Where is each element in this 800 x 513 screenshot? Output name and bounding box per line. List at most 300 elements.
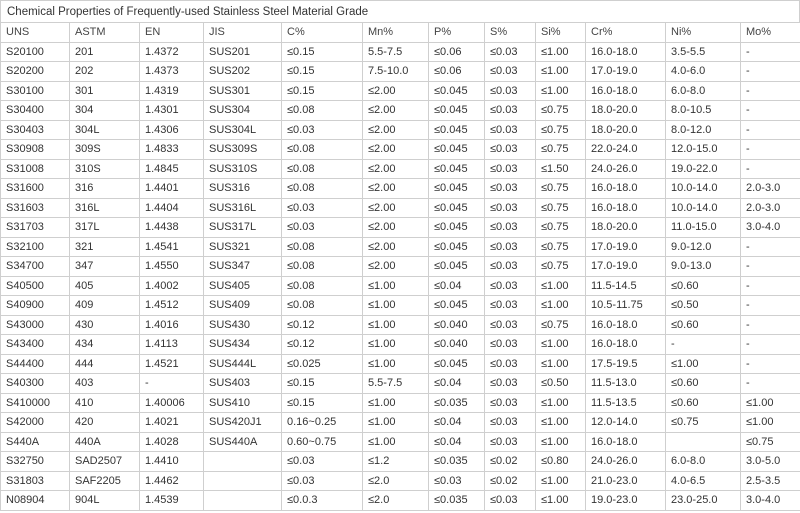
cell-ni: 12.0-15.0 — [666, 140, 741, 160]
cell-uns: S30908 — [1, 140, 70, 160]
cell-ni: 9.0-12.0 — [666, 237, 741, 257]
cell-astm: 444 — [70, 354, 140, 374]
cell-jis: SUS403 — [204, 374, 282, 394]
cell-cr: 16.0-18.0 — [586, 432, 666, 452]
cell-mo: - — [741, 257, 800, 277]
cell-mo: - — [741, 296, 800, 316]
cell-c: ≤0.03 — [282, 120, 363, 140]
cell-mo: - — [741, 237, 800, 257]
cell-p: ≤0.06 — [429, 42, 485, 62]
table-row — [1, 198, 800, 218]
cell-mn: ≤1.00 — [363, 413, 429, 433]
cell-mn: 5.5-7.5 — [363, 374, 429, 394]
cell-c: ≤0.15 — [282, 42, 363, 62]
cell-jis: SUS420J1 — [204, 413, 282, 433]
cell-ni: 4.0-6.5 — [666, 471, 741, 491]
cell-mn: ≤1.00 — [363, 432, 429, 452]
cell-si: ≤1.00 — [536, 354, 586, 374]
table-row — [1, 120, 800, 140]
cell-en: 1.4319 — [140, 81, 204, 101]
cell-en: 1.4301 — [140, 101, 204, 121]
table-row — [1, 491, 800, 511]
column-header-p: P% — [429, 23, 485, 43]
cell-si: ≤1.00 — [536, 42, 586, 62]
cell-mn: ≤2.0 — [363, 491, 429, 511]
cell-astm: 904L — [70, 491, 140, 511]
cell-cr: 18.0-20.0 — [586, 218, 666, 238]
cell-mn: ≤1.00 — [363, 393, 429, 413]
column-header-uns: UNS — [1, 23, 70, 43]
cell-c: ≤0.08 — [282, 179, 363, 199]
cell-mo: 2.0-3.0 — [741, 198, 800, 218]
cell-c: ≤0.08 — [282, 276, 363, 296]
table-row — [1, 432, 800, 452]
column-header-mn: Mn% — [363, 23, 429, 43]
cell-jis: SUS430 — [204, 315, 282, 335]
cell-si: ≤1.00 — [536, 393, 586, 413]
cell-mo: - — [741, 374, 800, 394]
cell-en: 1.4113 — [140, 335, 204, 355]
column-header-en: EN — [140, 23, 204, 43]
column-header-cr: Cr% — [586, 23, 666, 43]
cell-mo: 2.0-3.0 — [741, 179, 800, 199]
cell-en: 1.4462 — [140, 471, 204, 491]
column-header-c: C% — [282, 23, 363, 43]
cell-mn: ≤1.2 — [363, 452, 429, 472]
cell-jis: SUS304 — [204, 101, 282, 121]
cell-c: ≤0.15 — [282, 62, 363, 82]
cell-astm: 316 — [70, 179, 140, 199]
cell-en: 1.4372 — [140, 42, 204, 62]
cell-uns: S30403 — [1, 120, 70, 140]
cell-en: 1.4539 — [140, 491, 204, 511]
cell-p: ≤0.035 — [429, 491, 485, 511]
cell-si: ≤0.75 — [536, 140, 586, 160]
cell-mn: ≤1.00 — [363, 354, 429, 374]
cell-cr: 16.0-18.0 — [586, 315, 666, 335]
cell-astm: 310S — [70, 159, 140, 179]
cell-ni: ≤0.50 — [666, 296, 741, 316]
cell-ni: 3.5-5.5 — [666, 42, 741, 62]
cell-ni: 19.0-22.0 — [666, 159, 741, 179]
cell-mn: ≤1.00 — [363, 315, 429, 335]
cell-mn: ≤1.00 — [363, 296, 429, 316]
cell-s: ≤0.03 — [485, 198, 536, 218]
cell-p: ≤0.035 — [429, 452, 485, 472]
cell-ni: 4.0-6.0 — [666, 62, 741, 82]
table-row — [1, 81, 800, 101]
cell-ni: ≤0.75 — [666, 413, 741, 433]
table-row — [1, 140, 800, 160]
cell-s: ≤0.03 — [485, 296, 536, 316]
cell-en: 1.4373 — [140, 62, 204, 82]
cell-s: ≤0.03 — [485, 120, 536, 140]
cell-c: ≤0.0.3 — [282, 491, 363, 511]
cell-c: ≤0.08 — [282, 140, 363, 160]
cell-mn: ≤2.00 — [363, 198, 429, 218]
cell-si: ≤0.75 — [536, 257, 586, 277]
cell-mn: 5.5-7.5 — [363, 42, 429, 62]
cell-ni: 23.0-25.0 — [666, 491, 741, 511]
cell-s: ≤0.03 — [485, 140, 536, 160]
cell-si: ≤0.75 — [536, 237, 586, 257]
cell-uns: S31803 — [1, 471, 70, 491]
cell-jis: SUS310S — [204, 159, 282, 179]
cell-jis: SUS304L — [204, 120, 282, 140]
cell-uns: S31703 — [1, 218, 70, 238]
cell-astm: 304L — [70, 120, 140, 140]
cell-s: ≤0.03 — [485, 354, 536, 374]
cell-s: ≤0.03 — [485, 413, 536, 433]
cell-mo: - — [741, 120, 800, 140]
cell-astm: 403 — [70, 374, 140, 394]
cell-en: 1.40006 — [140, 393, 204, 413]
table-row — [1, 354, 800, 374]
cell-jis: SUS440A — [204, 432, 282, 452]
cell-si: ≤1.00 — [536, 335, 586, 355]
cell-s: ≤0.03 — [485, 159, 536, 179]
cell-en: 1.4833 — [140, 140, 204, 160]
table-row — [1, 335, 800, 355]
cell-astm: 301 — [70, 81, 140, 101]
cell-cr: 24.0-26.0 — [586, 452, 666, 472]
cell-ni: 10.0-14.0 — [666, 179, 741, 199]
cell-c: ≤0.12 — [282, 315, 363, 335]
cell-astm: SAD2507 — [70, 452, 140, 472]
cell-mn: ≤2.00 — [363, 81, 429, 101]
cell-c: ≤0.025 — [282, 354, 363, 374]
cell-si: ≤0.75 — [536, 198, 586, 218]
cell-c: ≤0.03 — [282, 452, 363, 472]
table-row — [1, 452, 800, 472]
cell-s: ≤0.03 — [485, 491, 536, 511]
cell-si: ≤0.75 — [536, 101, 586, 121]
cell-c: ≤0.15 — [282, 393, 363, 413]
cell-jis: SUS434 — [204, 335, 282, 355]
cell-jis: SUS316L — [204, 198, 282, 218]
cell-p: ≤0.045 — [429, 140, 485, 160]
cell-uns: S440A — [1, 432, 70, 452]
table-body — [1, 42, 800, 510]
cell-mn: ≤2.00 — [363, 257, 429, 277]
cell-ni: 10.0-14.0 — [666, 198, 741, 218]
cell-si: ≤1.00 — [536, 413, 586, 433]
cell-mo: - — [741, 335, 800, 355]
cell-c: ≤0.08 — [282, 237, 363, 257]
cell-si: ≤1.50 — [536, 159, 586, 179]
cell-mo: - — [741, 276, 800, 296]
cell-ni: 11.0-15.0 — [666, 218, 741, 238]
cell-p: ≤0.04 — [429, 374, 485, 394]
table-row — [1, 413, 800, 433]
cell-jis: SUS201 — [204, 42, 282, 62]
table-row — [1, 296, 800, 316]
cell-uns: S40500 — [1, 276, 70, 296]
cell-mn: 7.5-10.0 — [363, 62, 429, 82]
cell-cr: 16.0-18.0 — [586, 179, 666, 199]
column-header-astm: ASTM — [70, 23, 140, 43]
cell-p: ≤0.045 — [429, 296, 485, 316]
column-header-ni: Ni% — [666, 23, 741, 43]
cell-p: ≤0.04 — [429, 413, 485, 433]
cell-s: ≤0.03 — [485, 62, 536, 82]
cell-astm: 201 — [70, 42, 140, 62]
cell-jis: SUS409 — [204, 296, 282, 316]
cell-ni: ≤1.00 — [666, 354, 741, 374]
cell-s: ≤0.03 — [485, 42, 536, 62]
cell-c: 0.60~0.75 — [282, 432, 363, 452]
cell-en: 1.4404 — [140, 198, 204, 218]
cell-jis: SUS347 — [204, 257, 282, 277]
cell-c: ≤0.08 — [282, 296, 363, 316]
table-row — [1, 374, 800, 394]
cell-mo: - — [741, 140, 800, 160]
cell-astm: SAF2205 — [70, 471, 140, 491]
cell-s: ≤0.03 — [485, 432, 536, 452]
cell-astm: 309S — [70, 140, 140, 160]
cell-p: ≤0.045 — [429, 120, 485, 140]
cell-ni: 8.0-10.5 — [666, 101, 741, 121]
cell-s: ≤0.03 — [485, 257, 536, 277]
cell-ni — [666, 432, 741, 452]
cell-ni: 8.0-12.0 — [666, 120, 741, 140]
cell-uns: N08904 — [1, 491, 70, 511]
cell-cr: 16.0-18.0 — [586, 42, 666, 62]
cell-mn: ≤2.00 — [363, 179, 429, 199]
cell-si: ≤1.00 — [536, 491, 586, 511]
cell-si: ≤1.00 — [536, 432, 586, 452]
cell-en: 1.4541 — [140, 237, 204, 257]
cell-uns: S42000 — [1, 413, 70, 433]
cell-en: 1.4306 — [140, 120, 204, 140]
cell-p: ≤0.045 — [429, 179, 485, 199]
cell-c: ≤0.08 — [282, 257, 363, 277]
cell-jis: SUS202 — [204, 62, 282, 82]
cell-mo: - — [741, 159, 800, 179]
column-header-si: Si% — [536, 23, 586, 43]
cell-si: ≤0.75 — [536, 315, 586, 335]
cell-astm: 440A — [70, 432, 140, 452]
cell-jis: SUS405 — [204, 276, 282, 296]
cell-cr: 16.0-18.0 — [586, 81, 666, 101]
column-header-jis: JIS — [204, 23, 282, 43]
cell-mo: 2.5-3.5 — [741, 471, 800, 491]
cell-uns: S31600 — [1, 179, 70, 199]
cell-s: ≤0.03 — [485, 101, 536, 121]
table-title: Chemical Properties of Frequently-used Stainless Steel Material Grade — [0, 0, 800, 22]
cell-p: ≤0.045 — [429, 101, 485, 121]
cell-mn: ≤2.00 — [363, 140, 429, 160]
cell-c: 0.16~0.25 — [282, 413, 363, 433]
cell-uns: S20200 — [1, 62, 70, 82]
cell-s: ≤0.03 — [485, 179, 536, 199]
table-row — [1, 101, 800, 121]
cell-uns: S34700 — [1, 257, 70, 277]
cell-ni: 9.0-13.0 — [666, 257, 741, 277]
table-row — [1, 218, 800, 238]
cell-uns: S31603 — [1, 198, 70, 218]
cell-astm: 321 — [70, 237, 140, 257]
cell-jis — [204, 452, 282, 472]
cell-cr: 10.5-11.75 — [586, 296, 666, 316]
cell-c: ≤0.15 — [282, 81, 363, 101]
table-row — [1, 159, 800, 179]
cell-jis: SUS317L — [204, 218, 282, 238]
cell-astm: 317L — [70, 218, 140, 238]
cell-si: ≤0.75 — [536, 179, 586, 199]
cell-mo: - — [741, 62, 800, 82]
cell-si: ≤1.00 — [536, 471, 586, 491]
cell-si: ≤0.75 — [536, 120, 586, 140]
cell-uns: S32100 — [1, 237, 70, 257]
cell-mo: 3.0-5.0 — [741, 452, 800, 472]
cell-en: 1.4512 — [140, 296, 204, 316]
cell-s: ≤0.03 — [485, 81, 536, 101]
cell-cr: 12.0-14.0 — [586, 413, 666, 433]
cell-uns: S40300 — [1, 374, 70, 394]
cell-s: ≤0.02 — [485, 452, 536, 472]
cell-cr: 19.0-23.0 — [586, 491, 666, 511]
cell-mo: - — [741, 354, 800, 374]
cell-uns: S32750 — [1, 452, 70, 472]
cell-p: ≤0.04 — [429, 276, 485, 296]
cell-astm: 409 — [70, 296, 140, 316]
cell-jis: SUS444L — [204, 354, 282, 374]
cell-p: ≤0.03 — [429, 471, 485, 491]
cell-uns: S44400 — [1, 354, 70, 374]
cell-mo: - — [741, 101, 800, 121]
cell-en: 1.4845 — [140, 159, 204, 179]
cell-en: 1.4002 — [140, 276, 204, 296]
cell-p: ≤0.045 — [429, 354, 485, 374]
cell-c: ≤0.03 — [282, 198, 363, 218]
cell-jis: SUS321 — [204, 237, 282, 257]
cell-en: 1.4401 — [140, 179, 204, 199]
cell-jis: SUS301 — [204, 81, 282, 101]
cell-cr: 17.0-19.0 — [586, 257, 666, 277]
cell-mo: 3.0-4.0 — [741, 218, 800, 238]
cell-astm: 430 — [70, 315, 140, 335]
table-row — [1, 471, 800, 491]
cell-p: ≤0.040 — [429, 335, 485, 355]
cell-p: ≤0.045 — [429, 198, 485, 218]
cell-s: ≤0.03 — [485, 218, 536, 238]
cell-mn: ≤2.0 — [363, 471, 429, 491]
table-row — [1, 42, 800, 62]
cell-c: ≤0.08 — [282, 159, 363, 179]
cell-astm: 410 — [70, 393, 140, 413]
cell-en: 1.4521 — [140, 354, 204, 374]
cell-si: ≤1.00 — [536, 296, 586, 316]
cell-p: ≤0.045 — [429, 81, 485, 101]
cell-s: ≤0.03 — [485, 237, 536, 257]
cell-ni: ≤0.60 — [666, 374, 741, 394]
cell-astm: 420 — [70, 413, 140, 433]
cell-jis: SUS410 — [204, 393, 282, 413]
cell-jis — [204, 491, 282, 511]
cell-mn: ≤2.00 — [363, 120, 429, 140]
cell-cr: 17.5-19.5 — [586, 354, 666, 374]
cell-mn: ≤2.00 — [363, 101, 429, 121]
cell-p: ≤0.040 — [429, 315, 485, 335]
cell-mo: ≤1.00 — [741, 413, 800, 433]
cell-astm: 202 — [70, 62, 140, 82]
cell-uns: S20100 — [1, 42, 70, 62]
cell-si: ≤0.80 — [536, 452, 586, 472]
cell-cr: 17.0-19.0 — [586, 62, 666, 82]
cell-s: ≤0.03 — [485, 315, 536, 335]
cell-uns: S30400 — [1, 101, 70, 121]
cell-c: ≤0.08 — [282, 101, 363, 121]
cell-mo: - — [741, 315, 800, 335]
cell-mn: ≤2.00 — [363, 218, 429, 238]
cell-en: 1.4550 — [140, 257, 204, 277]
table-row — [1, 62, 800, 82]
cell-s: ≤0.03 — [485, 276, 536, 296]
cell-ni: 6.0-8.0 — [666, 452, 741, 472]
cell-en: 1.4410 — [140, 452, 204, 472]
cell-p: ≤0.045 — [429, 218, 485, 238]
cell-s: ≤0.03 — [485, 393, 536, 413]
cell-s: ≤0.03 — [485, 335, 536, 355]
cell-p: ≤0.045 — [429, 237, 485, 257]
cell-cr: 16.0-18.0 — [586, 198, 666, 218]
cell-mo: ≤1.00 — [741, 393, 800, 413]
cell-cr: 24.0-26.0 — [586, 159, 666, 179]
cell-mo: 3.0-4.0 — [741, 491, 800, 511]
cell-uns: S410000 — [1, 393, 70, 413]
cell-ni: 6.0-8.0 — [666, 81, 741, 101]
cell-c: ≤0.03 — [282, 471, 363, 491]
cell-cr: 21.0-23.0 — [586, 471, 666, 491]
cell-en: 1.4016 — [140, 315, 204, 335]
cell-en: 1.4438 — [140, 218, 204, 238]
cell-uns: S31008 — [1, 159, 70, 179]
cell-p: ≤0.04 — [429, 432, 485, 452]
cell-mo: - — [741, 81, 800, 101]
table-row — [1, 237, 800, 257]
cell-cr: 11.5-14.5 — [586, 276, 666, 296]
cell-si: ≤1.00 — [536, 81, 586, 101]
cell-mn: ≤2.00 — [363, 159, 429, 179]
cell-astm: 304 — [70, 101, 140, 121]
cell-s: ≤0.02 — [485, 471, 536, 491]
cell-s: ≤0.03 — [485, 374, 536, 394]
cell-mo: ≤0.75 — [741, 432, 800, 452]
cell-p: ≤0.045 — [429, 159, 485, 179]
cell-uns: S43400 — [1, 335, 70, 355]
cell-astm: 434 — [70, 335, 140, 355]
cell-cr: 17.0-19.0 — [586, 237, 666, 257]
cell-cr: 11.5-13.5 — [586, 393, 666, 413]
cell-cr: 18.0-20.0 — [586, 120, 666, 140]
cell-jis — [204, 471, 282, 491]
cell-mn: ≤1.00 — [363, 276, 429, 296]
cell-c: ≤0.15 — [282, 374, 363, 394]
header-row — [1, 23, 800, 43]
cell-c: ≤0.12 — [282, 335, 363, 355]
table-row — [1, 257, 800, 277]
cell-cr: 22.0-24.0 — [586, 140, 666, 160]
cell-uns: S43000 — [1, 315, 70, 335]
column-header-mo: Mo% — [741, 23, 800, 43]
cell-en: 1.4028 — [140, 432, 204, 452]
cell-si: ≤0.75 — [536, 218, 586, 238]
cell-uns: S40900 — [1, 296, 70, 316]
cell-jis: SUS309S — [204, 140, 282, 160]
cell-jis: SUS316 — [204, 179, 282, 199]
cell-p: ≤0.06 — [429, 62, 485, 82]
